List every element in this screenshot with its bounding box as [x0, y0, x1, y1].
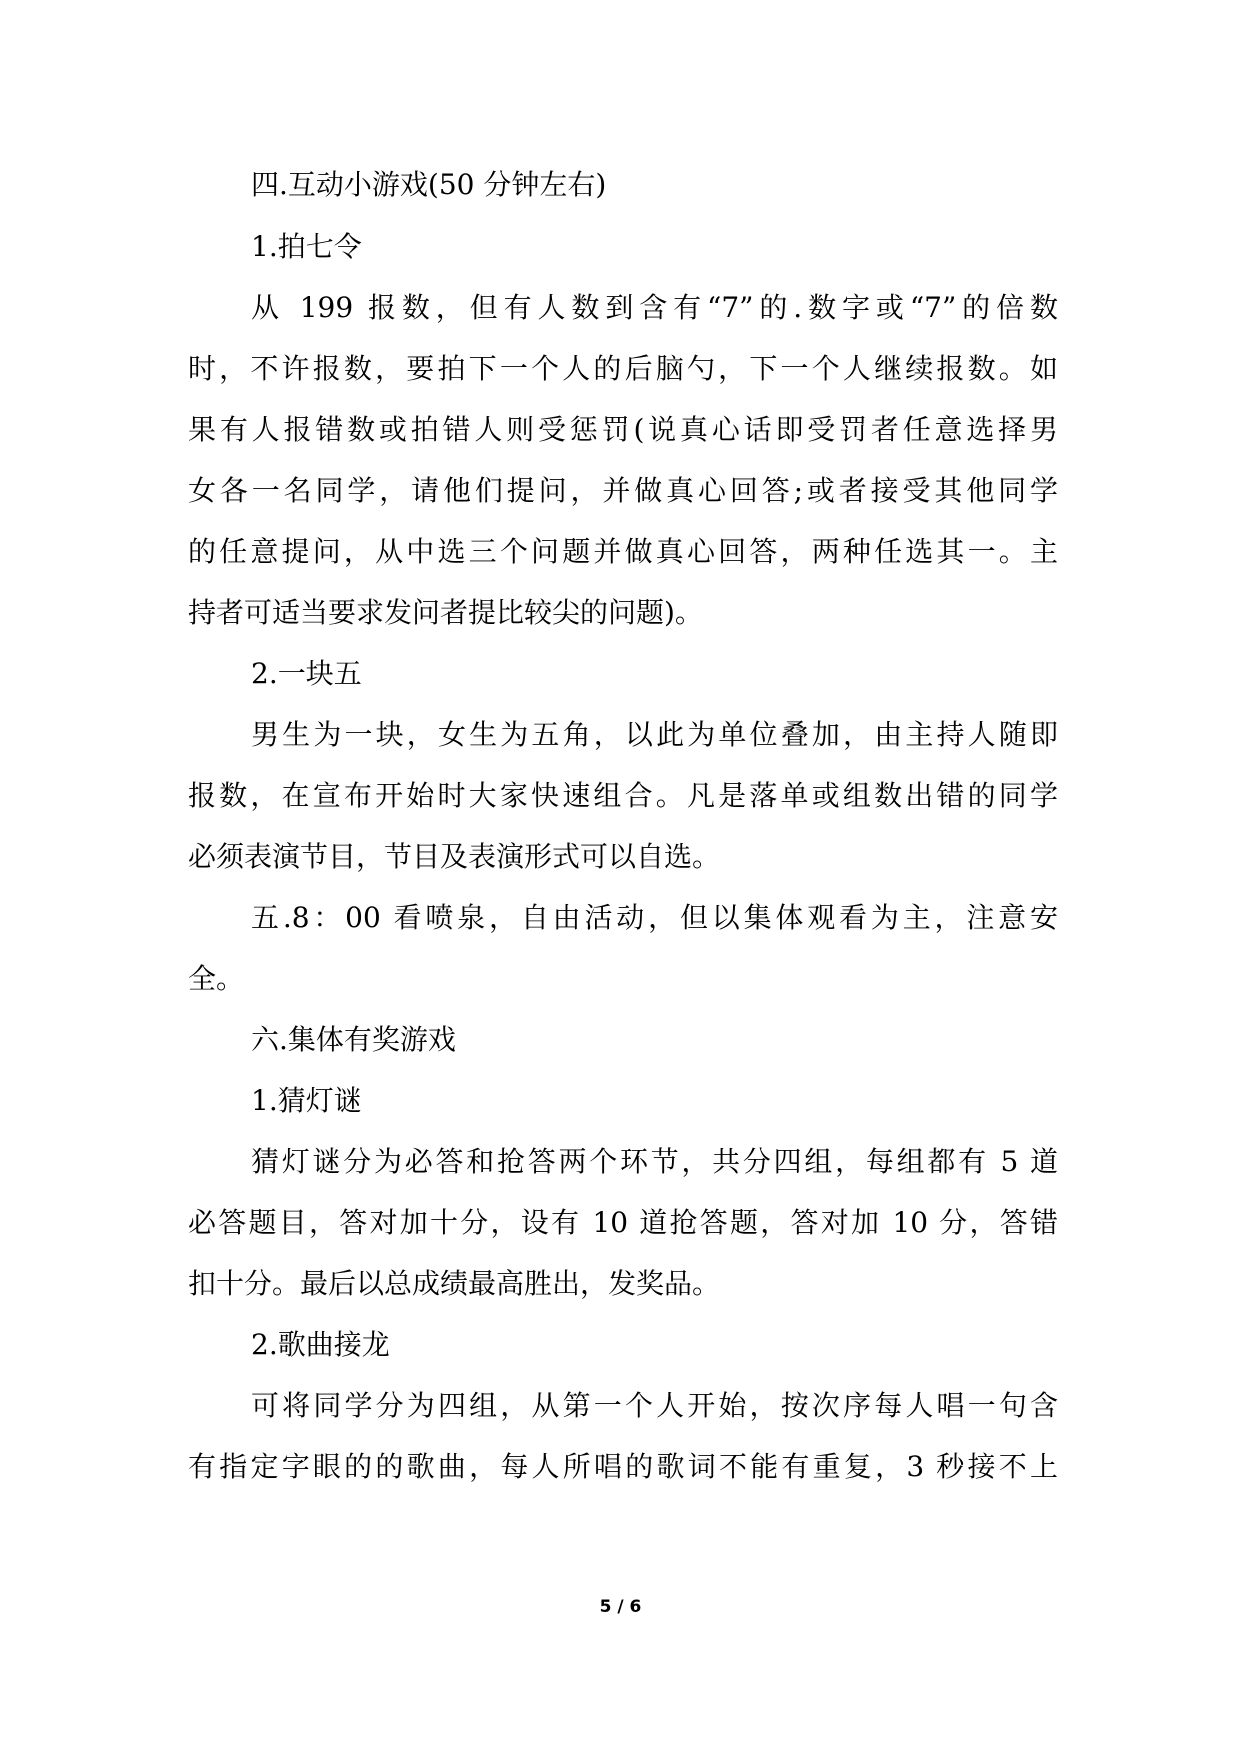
body-line: 从 199 报数，但有人数到含有“7”的.数字或“7”的倍数 — [251, 291, 1058, 324]
page-number: 5 / 6 — [599, 1597, 642, 1617]
body-line: 时，不许报数，要拍下一个人的后脑勺，下一个人继续报数。如 — [188, 352, 1058, 385]
body-line: 必答题目，答对加十分，设有 10 道抢答题，答对加 10 分，答错 — [188, 1206, 1058, 1239]
body-line: 扣十分。最后以总成绩最高胜出，发奖品。 — [188, 1267, 721, 1300]
subheading-one-fifty: 2.一块五 — [251, 657, 362, 690]
body-line: 报数，在宣布开始时大家快速组合。凡是落单或组数出错的同学 — [188, 779, 1058, 812]
body-line: 女各一名同学，请他们提问，并做真心回答;或者接受其他同学 — [188, 474, 1058, 507]
body-line: 果有人报错数或拍错人则受惩罚(说真心话即受罚者任意选择男 — [188, 413, 1058, 446]
body-line: 必须表演节目，节目及表演形式可以自选。 — [188, 840, 721, 873]
body-line: 全。 — [188, 962, 245, 995]
body-line: 男生为一块，女生为五角，以此为单位叠加，由主持人随即 — [251, 718, 1058, 751]
body-line: 可将同学分为四组，从第一个人开始，按次序每人唱一句含 — [251, 1389, 1058, 1422]
subheading-lantern-riddles: 1.猜灯谜 — [251, 1084, 362, 1117]
body-line: 的任意提问，从中选三个问题并做真心回答，两种任选其一。主 — [188, 535, 1058, 568]
body-line: 猜灯谜分为必答和抢答两个环节，共分四组，每组都有 5 道 — [251, 1145, 1058, 1178]
subheading-song-relay: 2.歌曲接龙 — [251, 1328, 390, 1361]
body-line: 持者可适当要求发问者提比较尖的问题)。 — [188, 596, 703, 629]
section-heading-prize-games: 六.集体有奖游戏 — [251, 1023, 456, 1056]
section-heading-fountain: 五.8：00 看喷泉，自由活动，但以集体观看为主，注意安 — [251, 901, 1058, 934]
body-line: 有指定字眼的的歌曲，每人所唱的歌词不能有重复，3 秒接不上 — [188, 1450, 1058, 1483]
subheading-clap-seven: 1.拍七令 — [251, 230, 362, 263]
section-heading-interactive-games: 四.互动小游戏(50 分钟左右) — [251, 168, 607, 201]
